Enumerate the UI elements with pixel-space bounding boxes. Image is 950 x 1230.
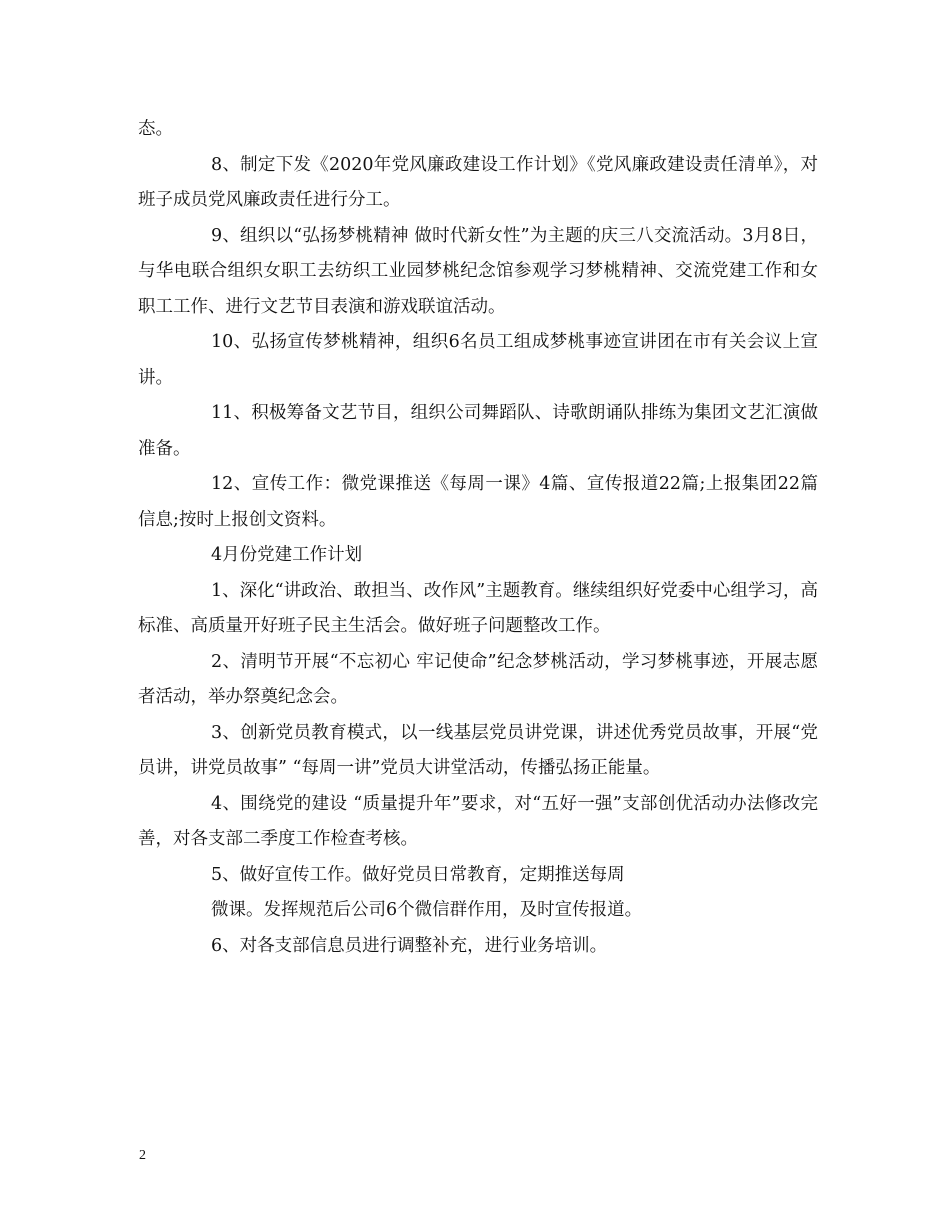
paragraph: 12、宣传工作：微党课推送《每周一课》4篇、宣传报道22篇;上报集团22篇信息;按时上报创文资料。 [138, 474, 818, 530]
paragraph: 11、积极筹备文艺节目，组织公司舞蹈队、诗歌朗诵队排练为集团文艺汇演做准备。 [138, 403, 818, 459]
paragraph: 微课。发挥规范后公司6个微信群作用，及时宣传报道。 [211, 900, 643, 920]
section-heading: 4月份党建工作计划 [211, 545, 363, 565]
document-body [138, 112, 818, 964]
paragraph: 10、弘扬宣传梦桃精神，组织6名员工组成梦桃事迹宣讲团在市有关会议上宣讲。 [138, 332, 818, 388]
paragraph: 3、创新党员教育模式，以一线基层党员讲党课，讲述优秀党员故事，开展“党员讲，讲党员故事” “每周一讲”党员大讲堂活动，传播弘扬正能量。 [138, 722, 818, 778]
paragraph: 态。 [138, 119, 173, 139]
paragraph: 9、组织以“弘扬梦桃精神 做时代新女性”为主题的庆三八交流活动。3月8日，与华电联合组织女职工去纺织工业园梦桃纪念馆参观学习梦桃精神、交流党建工作和女职工工作、进行文艺节目表演和游戏联谊活动。 [138, 225, 818, 317]
paragraph: 1、深化“讲政治、敢担当、改作风”主题教育。继续组织好党委中心组学习，高标准、高质量开好班子民主生活会。做好班子问题整改工作。 [138, 580, 818, 636]
page-number: 2 [139, 1148, 146, 1163]
paragraph: 2、清明节开展“不忘初心 牢记使命”纪念梦桃活动，学习梦桃事迹，开展志愿者活动，举办祭奠纪念会。 [138, 651, 818, 707]
paragraph: 8、制定下发《2020年党风廉政建设工作计划》《党风廉政建设责任清单》，对班子成员党风廉政责任进行分工。 [138, 154, 818, 210]
paragraph: 6、对各支部信息员进行调整补充，进行业务培训。 [211, 935, 608, 956]
paragraph: 5、做好宣传工作。做好党员日常教育，定期推送每周 [211, 864, 625, 885]
paragraph: 4、围绕党的建设 “质量提升年”要求，对“五好一强”支部创优活动办法修改完善，对各支部二季度工作检查考核。 [138, 793, 818, 849]
